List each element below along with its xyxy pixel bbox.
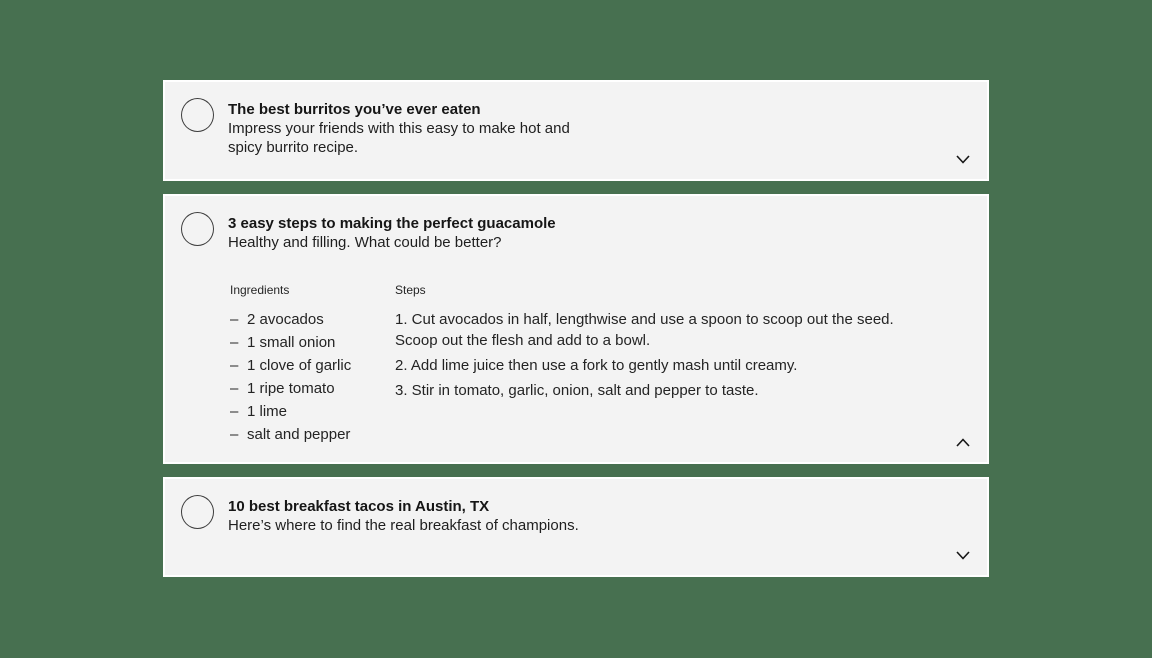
list-item <box>230 355 395 376</box>
dash-bullet: – <box>230 311 239 328</box>
card-title: 3 easy steps to making the perfect guacamole <box>228 215 556 232</box>
list-item <box>230 401 395 422</box>
card-title: 10 best breakfast tacos in Austin, TX <box>228 498 490 515</box>
list-item <box>230 309 395 330</box>
dash-bullet: – <box>230 403 239 420</box>
card-header-text <box>228 210 556 252</box>
steps-column <box>395 282 915 447</box>
ingredient-text: 1 small onion <box>247 334 336 351</box>
steps-label: Steps <box>395 283 426 297</box>
ingredients-label: Ingredients <box>230 283 290 297</box>
ingredient-text: 1 ripe tomato <box>247 380 335 397</box>
list-item <box>230 424 395 445</box>
list-item <box>230 332 395 353</box>
card-subtitle: Impress your friends with this easy to make hot and spicy burrito recipe. <box>228 120 570 156</box>
avatar <box>181 98 214 132</box>
ingredients-column <box>230 282 395 447</box>
ingredients-list <box>230 309 395 445</box>
card-breakfast-tacos <box>163 477 989 577</box>
card-header <box>181 96 971 157</box>
card-guacamole <box>163 194 989 464</box>
list-item <box>230 378 395 399</box>
chevron-down-icon <box>956 155 970 164</box>
expand-button[interactable] <box>953 545 973 565</box>
expand-button[interactable] <box>953 149 973 169</box>
card-header-text <box>228 493 579 535</box>
chevron-down-icon <box>956 551 970 560</box>
step-text: 2. Add lime juice then use a fork to gently mash until creamy. <box>395 357 798 374</box>
card-burritos <box>163 80 989 181</box>
card-header-text <box>228 96 596 157</box>
avatar <box>181 212 214 246</box>
step-text: 3. Stir in tomato, garlic, onion, salt and pepper to taste. <box>395 382 759 399</box>
card-subtitle: Healthy and filling. What could be better? <box>228 234 502 251</box>
avatar <box>181 495 214 529</box>
dash-bullet: – <box>230 380 239 397</box>
chevron-up-icon <box>956 438 970 447</box>
card-header <box>181 493 971 535</box>
card-title: The best burritos you’ve ever eaten <box>228 101 481 118</box>
ingredient-text: 1 clove of garlic <box>247 357 352 374</box>
recipe-details <box>230 282 971 447</box>
step-text: 1. Cut avocados in half, lengthwise and use a spoon to scoop out the seed. Scoop out the flesh and add to a bowl. <box>395 311 894 349</box>
dash-bullet: – <box>230 426 239 443</box>
collapse-button[interactable] <box>953 432 973 452</box>
dash-bullet: – <box>230 334 239 351</box>
card-header <box>181 210 971 252</box>
dash-bullet: – <box>230 357 239 374</box>
ingredient-text: 1 lime <box>247 403 288 420</box>
ingredient-text: salt and pepper <box>247 426 351 443</box>
ingredient-text: 2 avocados <box>247 311 324 328</box>
recipe-card-list <box>163 80 989 577</box>
card-subtitle: Here’s where to find the real breakfast of champions. <box>228 517 579 534</box>
